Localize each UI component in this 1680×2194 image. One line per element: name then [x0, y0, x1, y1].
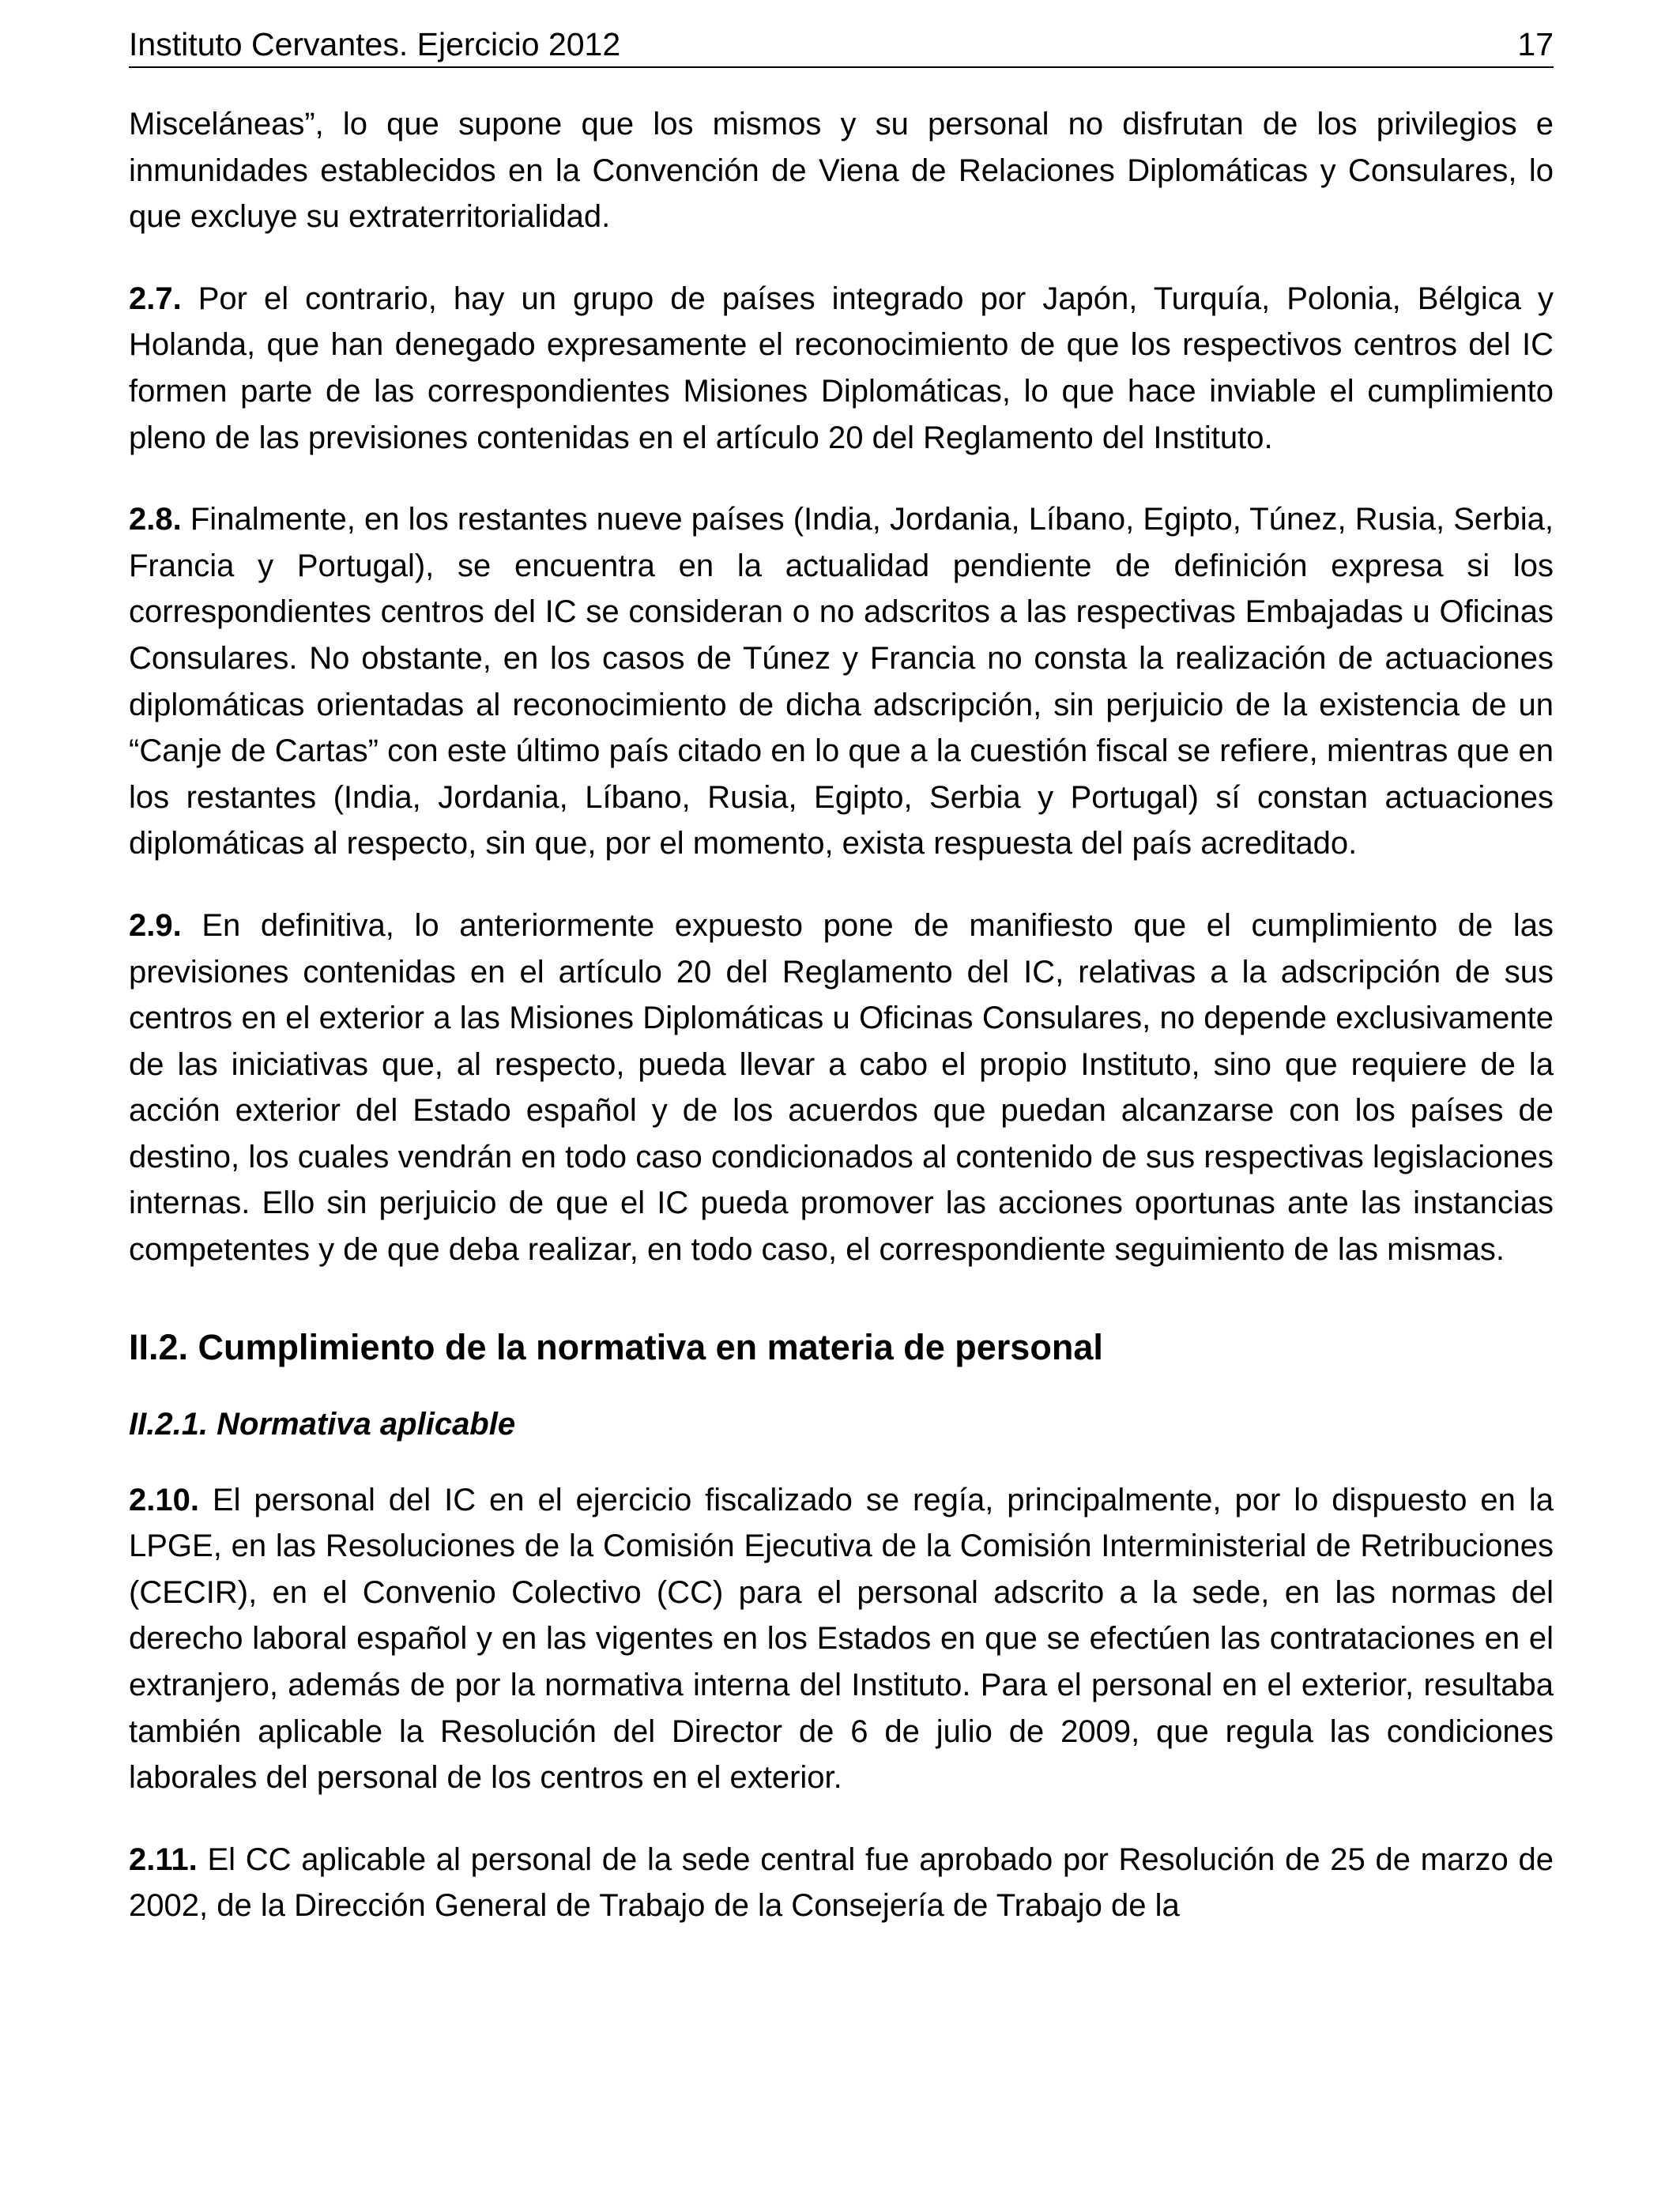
paragraph-number: 2.11. [129, 1842, 198, 1877]
paragraph-2-11 [129, 1837, 1554, 1929]
page-number: 17 [1517, 26, 1554, 62]
paragraph-number: 2.10. [129, 1482, 199, 1517]
paragraph-number: 2.9. [129, 907, 182, 943]
paragraph-text: El personal del IC en el ejercicio fiscalizado se regía, principalmente, por lo dispuesto en la LPGE, en las Resoluciones de la Comisión Ejecutiva de la Comisión Interministerial de Retribuciones (CECIR), en el Convenio Colectivo (CC) para el personal adscrito a la sede, en las normas del derecho laboral español y en las vigentes en los Estados en que se efectúen las contrataciones en el extranjero, además de por la normativa interna del Instituto. Para el personal en el exterior, resultaba también aplicable la Resolución del Director de 6 de julio de 2009, que regula las condiciones laborales del personal de los centros en el exterior. [129, 1482, 1554, 1796]
paragraph-text: El CC aplicable al personal de la sede central fue aprobado por Resolución de 25 de marzo de 2002, de la Dirección General de Trabajo de la Consejería de Trabajo de la [129, 1842, 1554, 1924]
paragraph-number: 2.7. [129, 281, 182, 316]
paragraph-continuation: Misceláneas”, lo que supone que los mismos y su personal no disfrutan de los privilegios e inmunidades establecidos en la Convención de Viena de Relaciones Diplomáticas y Consulares, lo que excluye su extraterritorialidad. [129, 107, 1554, 235]
paragraph-2-8 [129, 496, 1554, 867]
paragraph-2-7 [129, 276, 1554, 461]
document-body [129, 101, 1554, 1965]
paragraph-2-9 [129, 903, 1554, 1273]
header-title: Instituto Cervantes. Ejercicio 2012 [129, 26, 621, 62]
paragraph-2-10 [129, 1477, 1554, 1801]
section-heading: II.2. Cumplimiento de la normativa en materia de personal [129, 1326, 1103, 1367]
paragraph-number: 2.8. [129, 502, 182, 537]
paragraph-text: En definitiva, lo anteriormente expuesto pone de manifiesto que el cumplimiento de las previsiones contenidas en el artículo 20 del Reglamento del IC, relativas a la adscripción de sus centros en el exterior a las Misiones Diplomáticas u Oficinas Consulares, no depende exclusivamente de las iniciativas que, al respecto, pueda llevar a cabo el propio Instituto, sino que requiere de la acción exterior del Estado español y de los acuerdos que puedan alcanzarse con los países de destino, los cuales vendrán en todo caso condicionados al contenido de sus respectivas legislaciones internas. Ello sin perjuicio de que el IC pueda promover las acciones oportunas ante las instancias competentes y de que deba realizar, en todo caso, el correspondiente seguimiento de las mismas. [129, 907, 1554, 1268]
paragraph-text: Por el contrario, hay un grupo de países integrado por Japón, Turquía, Polonia, Bélgica y Holanda, que han denegado expresamente el reconocimiento de que los respectivos centros del IC formen parte de las correspondientes Misiones Diplomáticas, lo que hace inviable el cumplimiento pleno de las previsiones contenidas en el artículo 20 del Reglamento del Instituto. [129, 281, 1554, 455]
paragraph-text: Finalmente, en los restantes nueve países (India, Jordania, Líbano, Egipto, Túnez, Rusia, Serbia, Francia y Portugal), se encuentra en la actualidad pendiente de definición expresa si los correspondientes centros del IC se consideran o no adscritos a las respectivas Embajadas u Oficinas Consulares. No obstante, en los casos de Túnez y Francia no consta la realización de actuaciones diplomáticas orientadas al reconocimiento de dicha adscripción, sin perjuicio de la existencia de un “Canje de Cartas” con este último país citado en lo que a la cuestión fiscal se refiere, mientras que en los restantes (India, Jordania, Líbano, Rusia, Egipto, Serbia y Portugal) sí constan actuaciones diplomáticas al respecto, sin que, por el momento, exista respuesta del país acreditado. [129, 502, 1554, 861]
subsection-heading: II.2.1. Normativa aplicable [129, 1406, 516, 1442]
running-header [129, 22, 1554, 68]
